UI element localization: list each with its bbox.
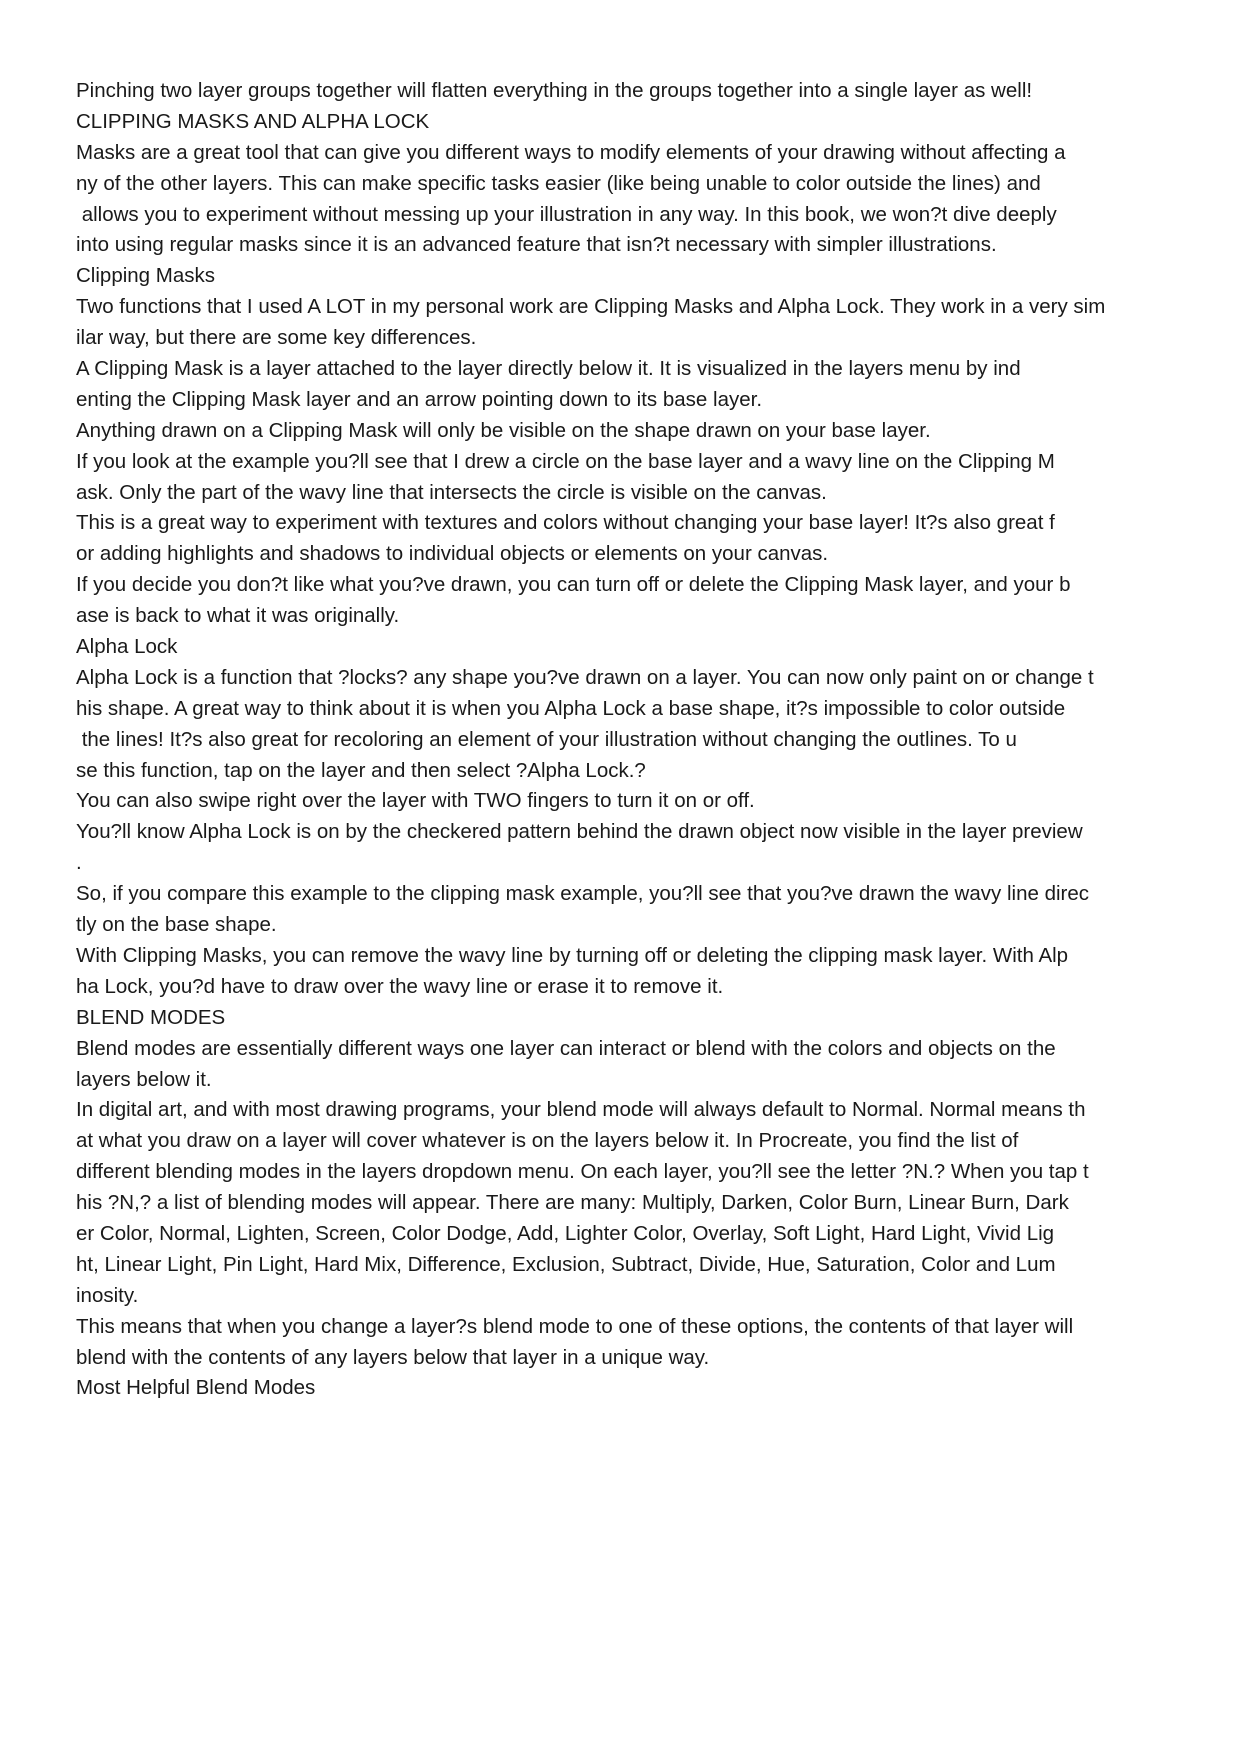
text-line: . xyxy=(76,851,82,875)
subheading-clipping-masks: Clipping Masks xyxy=(76,264,215,288)
document-page xyxy=(76,76,1176,1404)
text-line: Anything drawn on a Clipping Mask will only be visible on the shape drawn on your base layer. xyxy=(76,418,931,442)
text-line: You?ll know Alpha Lock is on by the checkered pattern behind the drawn object now visible in the layer preview xyxy=(76,820,1083,844)
text-line: enting the Clipping Mask layer and an arrow pointing down to its base layer. xyxy=(76,387,763,411)
text-line: Blend modes are essentially different ways one layer can interact or blend with the colors and objects on the xyxy=(76,1036,1056,1060)
text-line: Alpha Lock is a function that ?locks? any shape you?ve drawn on a layer. You can now only paint on or change t xyxy=(76,665,1094,689)
section-heading-clipping-masks-and-alpha-lock: CLIPPING MASKS AND ALPHA LOCK xyxy=(76,109,430,133)
text-line: If you look at the example you?ll see that I drew a circle on the base layer and a wavy line on the Clipping M xyxy=(76,449,1055,473)
text-line: se this function, tap on the layer and then select ?Alpha Lock.? xyxy=(76,758,646,782)
text-line: or adding highlights and shadows to individual objects or elements on your canvas. xyxy=(76,542,829,566)
text-line: If you decide you don?t like what you?ve drawn, you can turn off or delete the Clipping Mask layer, and your b xyxy=(76,573,1071,597)
text-line: A Clipping Mask is a layer attached to the layer directly below it. It is visualized in the layers menu by ind xyxy=(76,357,1021,381)
text-line: into using regular masks since it is an advanced feature that isn?t necessary with simpler illustrations. xyxy=(76,233,997,257)
text-line: his shape. A great way to think about it is when you Alpha Lock a base shape, it?s impossible to color outside xyxy=(76,696,1066,720)
text-line: ask. Only the part of the wavy line that intersects the circle is visible on the canvas. xyxy=(76,480,827,504)
text-line: ase is back to what it was originally. xyxy=(76,604,400,628)
text-line: In digital art, and with most drawing programs, your blend mode will always default to Normal. Normal means th xyxy=(76,1098,1086,1122)
text-line: ht, Linear Light, Pin Light, Hard Mix, Difference, Exclusion, Subtract, Divide, Hue, Saturation, Color and Lum xyxy=(76,1252,1056,1276)
text-line: Two functions that I used A LOT in my personal work are Clipping Masks and Alpha Lock. They work in a very sim xyxy=(76,295,1106,319)
text-line: With Clipping Masks, you can remove the wavy line by turning off or deleting the clipping mask layer. With Alp xyxy=(76,943,1069,967)
subheading-most-helpful-blend-modes: Most Helpful Blend Modes xyxy=(76,1376,316,1400)
text-line: allows you to experiment without messing up your illustration in any way. In this book, we won?t dive deeply xyxy=(76,202,1057,226)
text-line: This is a great way to experiment with textures and colors without changing your base layer! It?s also great f xyxy=(76,511,1055,535)
text-line: tly on the base shape. xyxy=(76,913,277,937)
subheading-alpha-lock: Alpha Lock xyxy=(76,635,178,659)
text-line: different blending modes in the layers dropdown menu. On each layer, you?ll see the letter ?N.? When you tap t xyxy=(76,1160,1089,1184)
text-line: You can also swipe right over the layer with TWO fingers to turn it on or off. xyxy=(76,789,755,813)
text-line: Pinching two layer groups together will flatten everything in the groups together into a single layer as well! xyxy=(76,79,1033,102)
text-line: So, if you compare this example to the clipping mask example, you?ll see that you?ve drawn the wavy line direc xyxy=(76,882,1089,906)
text-line: ha Lock, you?d have to draw over the wavy line or erase it to remove it. xyxy=(76,974,724,998)
text-line: layers below it. xyxy=(76,1067,212,1091)
text-line: ny of the other layers. This can make specific tasks easier (like being unable to color outside the lines) and xyxy=(76,171,1041,195)
text-line: the lines! It?s also great for recoloring an element of your illustration without changing the outlines. To u xyxy=(76,727,1017,751)
text-line: inosity. xyxy=(76,1283,139,1307)
text-line: This means that when you change a layer?s blend mode to one of these options, the contents of that layer will xyxy=(76,1314,1074,1338)
section-heading-blend-modes: BLEND MODES xyxy=(76,1005,226,1029)
text-line: ilar way, but there are some key differences. xyxy=(76,326,477,350)
text-line: Masks are a great tool that can give you different ways to modify elements of your drawing without affecting a xyxy=(76,140,1066,164)
text-line: at what you draw on a layer will cover whatever is on the layers below it. In Procreate, you find the list of xyxy=(76,1129,1019,1153)
text-line: er Color, Normal, Lighten, Screen, Color Dodge, Add, Lighter Color, Overlay, Soft Light, Hard Light, Vivid Lig xyxy=(76,1221,1055,1245)
text-line: his ?N,? a list of blending modes will appear. There are many: Multiply, Darken, Color Burn, Linear Burn, Dark xyxy=(76,1191,1069,1215)
text-line: blend with the contents of any layers below that layer in a unique way. xyxy=(76,1345,710,1369)
